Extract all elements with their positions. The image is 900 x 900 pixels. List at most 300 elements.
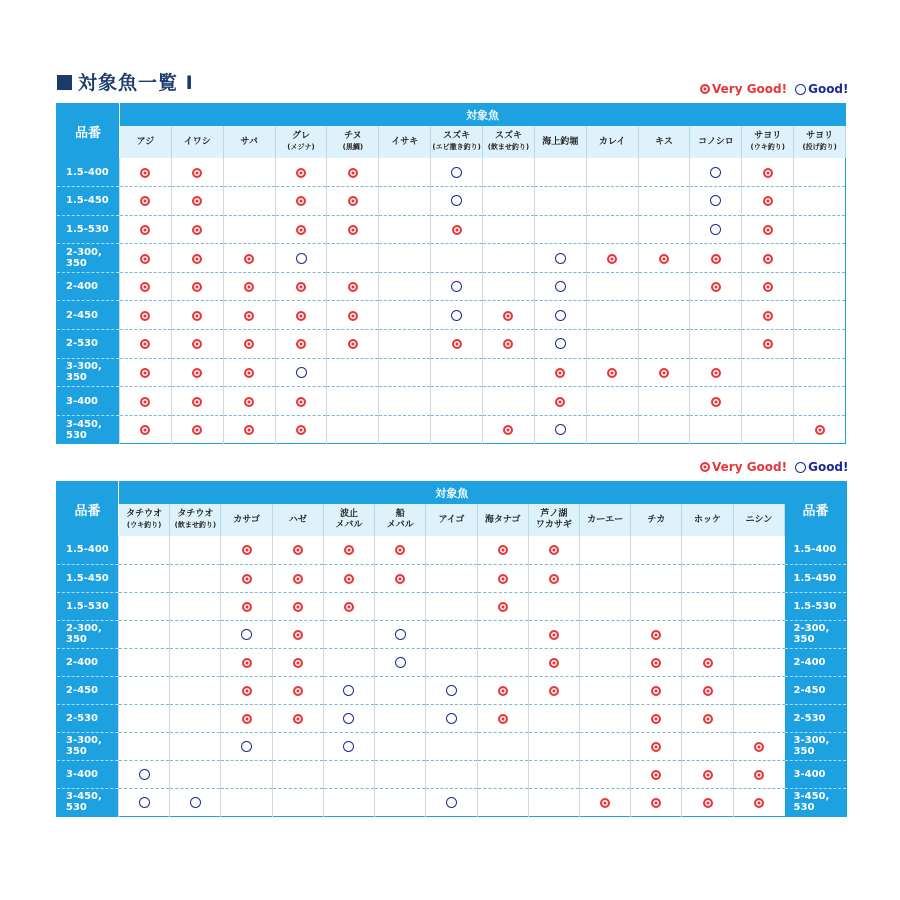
rating-cell (119, 648, 170, 676)
rating-cell (221, 592, 272, 620)
part-number-label: 2-450 (57, 676, 119, 704)
good-mark-icon (241, 741, 252, 752)
very-good-mark-icon (344, 574, 354, 584)
rating-cell (323, 788, 374, 816)
rating-cell (323, 704, 374, 732)
rating-cell (119, 592, 170, 620)
part-number-label: 1.5-530 (57, 592, 119, 620)
rating-cell (794, 158, 846, 187)
rating-cell (323, 564, 374, 592)
part-number-label-right: 3-400 (785, 760, 847, 788)
part-number-label: 1.5-400 (57, 536, 119, 564)
fish-column-header (327, 126, 379, 158)
page-title-text: 対象魚一覧 I (78, 72, 194, 94)
part-number-label: 2-450 (57, 301, 120, 330)
very-good-mark-icon (711, 282, 721, 292)
rating-cell (794, 387, 846, 416)
rating-cell (323, 760, 374, 788)
rating-cell (120, 415, 172, 444)
very-good-mark-icon (192, 397, 202, 407)
rating-cell (120, 272, 172, 301)
rating-cell (483, 387, 535, 416)
very-good-mark-icon (348, 225, 358, 235)
very-good-mark-icon (296, 282, 306, 292)
rating-cell (682, 620, 733, 648)
rating-cell (579, 704, 630, 732)
rating-cell (690, 158, 742, 187)
rating-cell (528, 788, 579, 816)
very-good-mark-icon (140, 397, 150, 407)
rating-cell (528, 704, 579, 732)
very-good-mark-icon (452, 225, 462, 235)
very-good-mark-icon (296, 425, 306, 435)
rating-cell (483, 301, 535, 330)
good-mark-icon (139, 797, 150, 808)
rating-cell (586, 358, 638, 387)
rating-cell (327, 330, 379, 359)
rating-cell (528, 620, 579, 648)
good-mark-icon (343, 685, 354, 696)
very-good-mark-icon (651, 798, 661, 808)
good-mark-icon (241, 629, 252, 640)
very-good-mark-icon (549, 686, 559, 696)
rating-cell (586, 415, 638, 444)
rating-cell (272, 536, 323, 564)
very-good-mark-icon (296, 339, 306, 349)
page-title (57, 68, 194, 95)
very-good-mark-icon (140, 311, 150, 321)
fish-method: (ウキ釣り) (126, 521, 162, 529)
very-good-mark-icon (242, 545, 252, 555)
very-good-mark-icon (293, 545, 303, 555)
rating-cell (690, 387, 742, 416)
very-good-mark-icon (242, 602, 252, 612)
part-number-label: 2-400 (57, 648, 119, 676)
rating-cell (221, 760, 272, 788)
rating-cell (426, 592, 477, 620)
rating-cell (431, 358, 483, 387)
rating-cell (375, 732, 426, 760)
very-good-mark-icon (549, 545, 559, 555)
part-number-label-right: 1.5-450 (785, 564, 847, 592)
rating-cell (275, 158, 327, 187)
very-good-mark-icon (452, 339, 462, 349)
rating-cell (379, 415, 431, 444)
rating-cell (579, 564, 630, 592)
rating-cell (794, 358, 846, 387)
rating-cell (631, 760, 682, 788)
fish-name: 海タナゴ (484, 514, 521, 525)
rating-cell (431, 215, 483, 244)
very-good-mark-icon (651, 630, 661, 640)
rating-cell (327, 244, 379, 273)
rating-cell (431, 415, 483, 444)
rating-cell (426, 536, 477, 564)
legend-bottom (700, 460, 849, 474)
fish-name: 海上釣堀 (542, 136, 579, 147)
rating-cell (682, 788, 733, 816)
rating-cell (534, 187, 586, 216)
rating-cell (221, 648, 272, 676)
rating-cell (631, 676, 682, 704)
part-number-label: 3-400 (57, 387, 120, 416)
part-number-label-right: 2-530 (785, 704, 847, 732)
rating-cell (483, 215, 535, 244)
rating-cell (275, 301, 327, 330)
rating-cell (379, 244, 431, 273)
very-good-mark-icon (549, 574, 559, 584)
very-good-mark-icon (700, 462, 710, 472)
very-good-mark-icon (763, 225, 773, 235)
table-row (57, 620, 847, 648)
rating-cell (375, 760, 426, 788)
rating-cell (275, 215, 327, 244)
good-mark-icon (555, 338, 566, 349)
rating-cell (275, 387, 327, 416)
rating-cell (586, 301, 638, 330)
rating-cell (794, 272, 846, 301)
very-good-mark-icon (293, 574, 303, 584)
rating-cell (477, 788, 528, 816)
rating-cell (638, 330, 690, 359)
very-good-mark-icon (549, 658, 559, 668)
very-good-mark-icon (293, 714, 303, 724)
very-good-mark-icon (140, 225, 150, 235)
rating-cell (638, 301, 690, 330)
rating-cell (119, 536, 170, 564)
very-good-mark-icon (244, 339, 254, 349)
good-mark-icon (343, 713, 354, 724)
rating-cell (119, 620, 170, 648)
rating-cell (690, 272, 742, 301)
fish-column-header (579, 504, 630, 536)
rating-cell (733, 648, 784, 676)
very-good-mark-icon (296, 225, 306, 235)
rating-cell (327, 301, 379, 330)
rating-cell (579, 620, 630, 648)
rating-cell (119, 760, 170, 788)
rating-cell (742, 158, 794, 187)
rating-cell (272, 704, 323, 732)
good-mark-icon (555, 281, 566, 292)
rating-cell (682, 592, 733, 620)
table-row (57, 415, 846, 444)
rating-cell (742, 415, 794, 444)
part-number-label: 2-300, 350 (57, 620, 119, 648)
rating-cell (631, 732, 682, 760)
fish-column-header (375, 504, 426, 536)
rating-cell (275, 330, 327, 359)
rating-cell (272, 620, 323, 648)
rating-cell (733, 620, 784, 648)
rating-cell (638, 358, 690, 387)
rating-cell (379, 358, 431, 387)
very-good-mark-icon (242, 574, 252, 584)
rating-cell (327, 272, 379, 301)
table-row (57, 358, 846, 387)
rating-cell (223, 215, 275, 244)
fish-name: 船 メバル (386, 509, 414, 530)
fish-name: タチウオ (177, 509, 214, 519)
good-mark-icon (710, 224, 721, 235)
very-good-mark-icon (192, 339, 202, 349)
fish-column-header (534, 126, 586, 158)
part-number-header: 品番 (57, 482, 119, 537)
rating-cell (534, 301, 586, 330)
very-good-mark-icon (555, 397, 565, 407)
rating-cell (682, 536, 733, 564)
rating-cell (431, 244, 483, 273)
rating-cell (534, 244, 586, 273)
rating-cell (586, 387, 638, 416)
very-good-mark-icon (242, 658, 252, 668)
very-good-mark-icon (651, 742, 661, 752)
legend-good-label: Good! (808, 460, 849, 474)
rating-cell (170, 564, 221, 592)
good-mark-icon (451, 281, 462, 292)
rating-cell (327, 358, 379, 387)
fish-name: 波止 メバル (335, 509, 363, 530)
fish-name: ハゼ (288, 514, 307, 525)
rating-cell (323, 620, 374, 648)
fish-name: サヨリ (806, 131, 834, 141)
good-mark-icon (710, 195, 721, 206)
rating-cell (375, 536, 426, 564)
part-number-label: 2-300, 350 (57, 244, 120, 273)
rating-cell (794, 187, 846, 216)
rating-cell (170, 536, 221, 564)
fish-column-header (223, 126, 275, 158)
rating-cell (327, 415, 379, 444)
rating-cell (171, 415, 223, 444)
part-number-header: 品番 (57, 104, 120, 159)
part-number-label-right: 1.5-530 (785, 592, 847, 620)
very-good-mark-icon (763, 339, 773, 349)
fish-name: チカ (647, 514, 666, 525)
part-number-label: 3-300, 350 (57, 358, 120, 387)
very-good-mark-icon (503, 339, 513, 349)
fish-name: グレ (292, 131, 311, 141)
rating-cell (223, 244, 275, 273)
very-good-mark-icon (140, 254, 150, 264)
target-fish-group-header: 対象魚 (119, 482, 785, 505)
rating-cell (477, 760, 528, 788)
fish-column-header (794, 126, 846, 158)
fish-name: カーエー (587, 514, 624, 525)
rating-cell (477, 592, 528, 620)
rating-cell (631, 788, 682, 816)
very-good-mark-icon (711, 254, 721, 264)
rating-cell (223, 187, 275, 216)
rating-cell (742, 358, 794, 387)
table-row (57, 301, 846, 330)
table-row (57, 536, 847, 564)
good-mark-icon (451, 195, 462, 206)
very-good-mark-icon (296, 397, 306, 407)
fish-method: (メジナ) (287, 143, 315, 151)
very-good-mark-icon (549, 630, 559, 640)
fish-name: タチウオ (126, 509, 163, 519)
good-mark-icon (446, 797, 457, 808)
good-mark-icon (343, 741, 354, 752)
very-good-mark-icon (244, 425, 254, 435)
very-good-mark-icon (651, 770, 661, 780)
part-number-label-right: 2-400 (785, 648, 847, 676)
table-row (57, 215, 846, 244)
rating-cell (426, 732, 477, 760)
fish-name: アイゴ (438, 514, 465, 525)
rating-cell (223, 330, 275, 359)
rating-cell (631, 620, 682, 648)
rating-cell (690, 415, 742, 444)
fish-method: (飲ませ釣り) (487, 143, 530, 151)
fish-column-header (682, 504, 733, 536)
fish-name: 芦ノ湖 ワカサギ (535, 509, 572, 530)
rating-cell (272, 732, 323, 760)
rating-cell (379, 187, 431, 216)
rating-cell (690, 301, 742, 330)
rating-cell (682, 704, 733, 732)
very-good-mark-icon (498, 545, 508, 555)
target-fish-group-header: 対象魚 (120, 104, 846, 127)
fish-table-1 (56, 103, 846, 444)
rating-cell (375, 788, 426, 816)
very-good-mark-icon (244, 254, 254, 264)
very-good-mark-icon (244, 282, 254, 292)
very-good-mark-icon (607, 254, 617, 264)
rating-cell (733, 676, 784, 704)
rating-cell (733, 704, 784, 732)
rating-cell (586, 330, 638, 359)
very-good-mark-icon (242, 686, 252, 696)
rating-cell (223, 358, 275, 387)
rating-cell (170, 592, 221, 620)
rating-cell (431, 387, 483, 416)
fish-column-header (477, 504, 528, 536)
good-mark-icon (446, 685, 457, 696)
fish-column-header (586, 126, 638, 158)
part-number-label: 3-400 (57, 760, 119, 788)
fish-column-header (528, 504, 579, 536)
rating-cell (327, 387, 379, 416)
rating-cell (426, 620, 477, 648)
rating-cell (426, 788, 477, 816)
very-good-mark-icon (555, 368, 565, 378)
rating-cell (221, 620, 272, 648)
rating-cell (272, 760, 323, 788)
rating-cell (794, 215, 846, 244)
rating-cell (327, 187, 379, 216)
rating-cell (119, 564, 170, 592)
good-mark-icon (555, 424, 566, 435)
fish-name: イサキ (391, 136, 419, 147)
fish-method: (黒鯛) (342, 143, 364, 151)
rating-cell (690, 187, 742, 216)
very-good-mark-icon (140, 425, 150, 435)
very-good-mark-icon (293, 686, 303, 696)
rating-cell (483, 330, 535, 359)
rating-cell (682, 760, 733, 788)
part-number-label: 1.5-400 (57, 158, 120, 187)
very-good-mark-icon (348, 196, 358, 206)
rating-cell (742, 272, 794, 301)
rating-cell (120, 301, 172, 330)
very-good-mark-icon (754, 770, 764, 780)
very-good-mark-icon (711, 397, 721, 407)
fish-name: コノシロ (698, 136, 734, 147)
fish-column-header (272, 504, 323, 536)
legend-good-label: Good! (808, 82, 849, 96)
rating-cell (171, 330, 223, 359)
very-good-mark-icon (192, 196, 202, 206)
rating-cell (170, 788, 221, 816)
part-number-label-right: 2-300, 350 (785, 620, 847, 648)
good-mark-icon (395, 657, 406, 668)
rating-cell (171, 358, 223, 387)
rating-cell (426, 564, 477, 592)
rating-cell (323, 536, 374, 564)
very-good-mark-icon (192, 368, 202, 378)
very-good-mark-icon (192, 425, 202, 435)
very-good-mark-icon (703, 686, 713, 696)
rating-cell (375, 592, 426, 620)
rating-cell (483, 272, 535, 301)
good-mark-icon (710, 167, 721, 178)
very-good-mark-icon (140, 282, 150, 292)
rating-cell (631, 648, 682, 676)
rating-cell (690, 215, 742, 244)
rating-cell (119, 732, 170, 760)
fish-column-header (170, 504, 221, 536)
very-good-mark-icon (651, 714, 661, 724)
fish-method: (飲ませ釣り) (174, 521, 217, 529)
fish-name: ニシン (745, 514, 773, 525)
fish-column-header (742, 126, 794, 158)
rating-cell (794, 301, 846, 330)
rating-cell (477, 704, 528, 732)
very-good-mark-icon (498, 574, 508, 584)
rating-cell (119, 788, 170, 816)
part-number-label: 1.5-450 (57, 187, 120, 216)
rating-cell (534, 215, 586, 244)
rating-cell (682, 676, 733, 704)
fish-column-header (323, 504, 374, 536)
rating-cell (221, 564, 272, 592)
table-row (57, 788, 847, 816)
rating-cell (223, 158, 275, 187)
rating-cell (733, 564, 784, 592)
very-good-mark-icon (293, 602, 303, 612)
rating-cell (170, 648, 221, 676)
very-good-mark-icon (140, 368, 150, 378)
rating-cell (690, 330, 742, 359)
very-good-mark-icon (348, 168, 358, 178)
rating-cell (275, 272, 327, 301)
rating-cell (477, 648, 528, 676)
rating-cell (275, 415, 327, 444)
good-mark-icon (190, 797, 201, 808)
fish-method: (ウキ釣り) (750, 143, 785, 151)
very-good-mark-icon (703, 714, 713, 724)
rating-cell (579, 592, 630, 620)
fish-name: チヌ (344, 131, 362, 141)
part-number-label: 2-530 (57, 330, 120, 359)
rating-cell (579, 648, 630, 676)
rating-cell (483, 158, 535, 187)
rating-cell (272, 788, 323, 816)
rating-cell (272, 648, 323, 676)
table-row (57, 732, 847, 760)
